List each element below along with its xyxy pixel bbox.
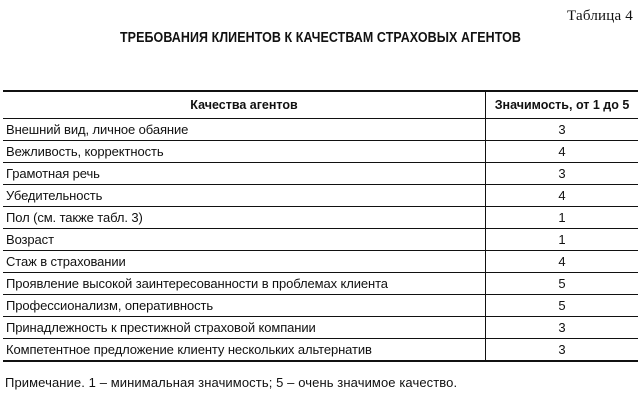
quality-cell: Внешний вид, личное обаяние	[3, 119, 486, 141]
score-cell: 5	[486, 295, 639, 317]
score-cell: 4	[486, 141, 639, 163]
table-title: ТРЕБОВАНИЯ КЛИЕНТОВ К КАЧЕСТВАМ СТРАХОВЫХ АГЕНТОВ	[119, 30, 522, 46]
table-row	[3, 185, 638, 207]
table-row	[3, 163, 638, 185]
column-header-importance: Значимость, от 1 до 5	[486, 91, 639, 119]
score-cell: 5	[486, 273, 639, 295]
score-cell: 3	[486, 163, 639, 185]
quality-cell: Грамотная речь	[3, 163, 486, 185]
table-header-row	[3, 91, 638, 119]
requirements-table	[3, 90, 638, 362]
table-row	[3, 339, 638, 362]
quality-cell: Проявление высокой заинтересованности в проблемах клиента	[3, 273, 486, 295]
table-row	[3, 295, 638, 317]
quality-cell: Вежливость, корректность	[3, 141, 486, 163]
quality-cell: Профессионализм, оперативность	[3, 295, 486, 317]
score-cell: 4	[486, 185, 639, 207]
quality-cell: Компетентное предложение клиенту нескольких альтернатив	[3, 339, 486, 362]
table-row	[3, 119, 638, 141]
table-number: Таблица 4	[567, 8, 633, 24]
score-cell: 1	[486, 207, 639, 229]
score-cell: 1	[486, 229, 639, 251]
quality-cell: Стаж в страховании	[3, 251, 486, 273]
score-cell: 4	[486, 251, 639, 273]
quality-cell: Принадлежность к престижной страховой компании	[3, 317, 486, 339]
table-row	[3, 141, 638, 163]
quality-cell: Возраст	[3, 229, 486, 251]
score-cell: 3	[558, 342, 566, 357]
table-row	[3, 273, 638, 295]
table-note: Примечание. 1 – минимальная значимость; 5 – очень значимое качество.	[5, 375, 458, 390]
score-cell: 3	[486, 119, 639, 141]
table-row	[3, 229, 638, 251]
quality-cell: Убедительность	[3, 185, 486, 207]
table-row	[3, 317, 638, 339]
table-row	[3, 251, 638, 273]
column-header-quality: Качества агентов	[3, 91, 486, 119]
score-cell: 3	[486, 317, 639, 339]
quality-cell: Пол (см. также табл. 3)	[3, 207, 486, 229]
table-row	[3, 207, 638, 229]
